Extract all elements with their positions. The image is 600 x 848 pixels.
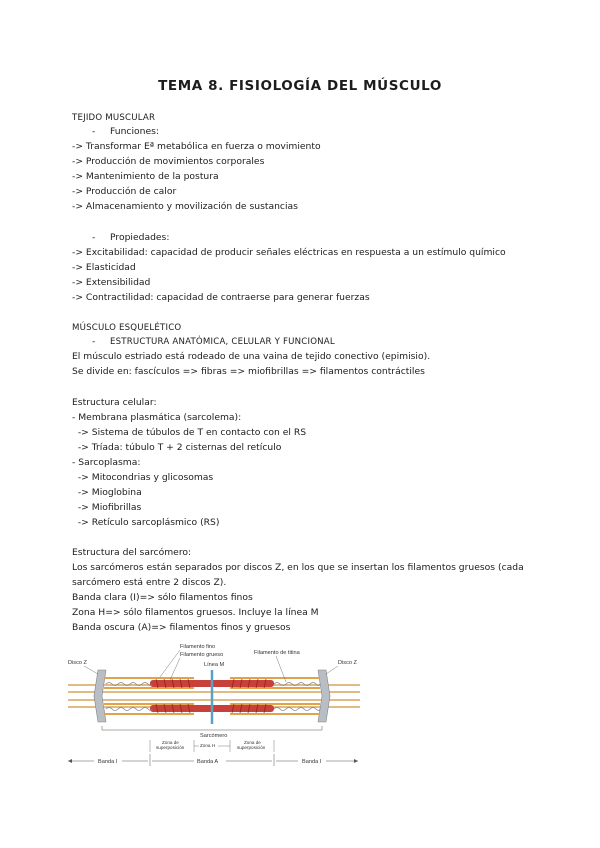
label-banda-a: Banda A — [197, 759, 219, 765]
funciones-label: Funciones: — [110, 126, 160, 137]
section-heading-musculo: MÚSCULO ESQUELÉTICO — [72, 323, 182, 333]
celular-item: -> Retículo sarcoplásmico (RS) — [72, 517, 220, 528]
celular-item: -> Miofibrillas — [72, 502, 142, 513]
page-title: TEMA 8. FISIOLOGÍA DEL MÚSCULO — [158, 78, 442, 94]
label-linea-m: Línea M — [204, 662, 225, 668]
funcion-item: -> Producción de movimientos corporales — [72, 156, 265, 167]
celular-item: -> Mitocondrias y glicosomas — [72, 472, 214, 483]
celular-item: -> Tríada: túbulo T + 2 cisternas del retículo — [72, 442, 282, 453]
paragraph-line: Se divide en: fascículos => fibras => miofibrillas => filamentos contráctiles — [72, 366, 425, 377]
estructura-celular-label: Estructura celular: — [72, 397, 157, 408]
funcion-item: -> Transformar Eª metabólica en fuerza o movimiento — [72, 141, 321, 152]
label-filamento-fino: Filamento fino — [180, 644, 216, 650]
sarcomere-bracket — [102, 726, 322, 730]
propiedades-label: Propiedades: — [110, 232, 170, 243]
celular-item: - Sarcoplasma: — [72, 457, 141, 468]
paragraph-line: El músculo estriado está rodeado de una vaina de tejido conectivo (epimisio). — [72, 351, 431, 362]
sub-heading-estructura: ESTRUCTURA ANATÓMICA, CELULAR Y FUNCIONAL — [110, 337, 335, 347]
paragraph-line: sarcómero está entre 2 discos Z). — [72, 577, 227, 588]
section-heading-tejido: TEJIDO MUSCULAR — [72, 113, 156, 123]
sarcomero-label: Estructura del sarcómero: — [72, 547, 192, 558]
bullet-dash-funciones: - — [92, 126, 96, 137]
bullet-dash-propiedades: - — [92, 232, 96, 243]
bullet-dash-estructura: - — [92, 336, 96, 347]
label-filamento-titina: Filamento de titina — [254, 650, 300, 656]
banda-item: Banda oscura (A)=> filamentos finos y gruesos — [72, 622, 291, 633]
label-zona-h: Zona H — [200, 743, 216, 748]
funcion-item: -> Producción de calor — [72, 186, 177, 197]
funcion-item: -> Almacenamiento y movilización de sustancias — [72, 201, 298, 212]
propiedad-item: -> Elasticidad — [72, 262, 136, 273]
celular-item: -> Mioglobina — [72, 487, 142, 498]
celular-item: -> Sistema de túbulos de T en contacto con el RS — [72, 427, 307, 438]
label-disco-z-right: Disco Z — [338, 660, 357, 666]
banda-item: Banda clara (I)=> sólo filamentos finos — [72, 592, 253, 603]
paragraph-line: Los sarcómeros están separados por discos Z, en los que se insertan los filamentos gruesos (cada — [72, 562, 524, 573]
label-disco-z-left: Disco Z — [68, 660, 87, 666]
label-zona-superposicion-left-2: superposición — [156, 745, 185, 750]
propiedad-item: -> Extensibilidad — [72, 277, 151, 288]
propiedad-item: -> Excitabilidad: capacidad de producir señales eléctricas en respuesta a un estímulo químico — [72, 247, 506, 258]
celular-item: - Membrana plasmática (sarcolema): — [72, 412, 242, 423]
funcion-item: -> Mantenimiento de la postura — [72, 171, 219, 182]
label-sarcomero: Sarcómero — [200, 733, 228, 739]
label-filamento-grueso: Filamento grueso — [180, 652, 224, 658]
label-banda-i-right: Banda I — [302, 759, 322, 765]
label-zona-superposicion-left-1: Zona de — [162, 740, 179, 745]
sarcomere-diagram — [64, 640, 364, 770]
propiedad-item: -> Contractilidad: capacidad de contraerse para generar fuerzas — [72, 292, 370, 303]
label-banda-i-left: Banda I — [98, 759, 118, 765]
banda-item: Zona H=> sólo filamentos gruesos. Incluye la línea M — [72, 607, 319, 618]
label-zona-superposicion-right-1: Zona de — [244, 740, 261, 745]
label-zona-superposicion-right-2: superposición — [237, 745, 266, 750]
